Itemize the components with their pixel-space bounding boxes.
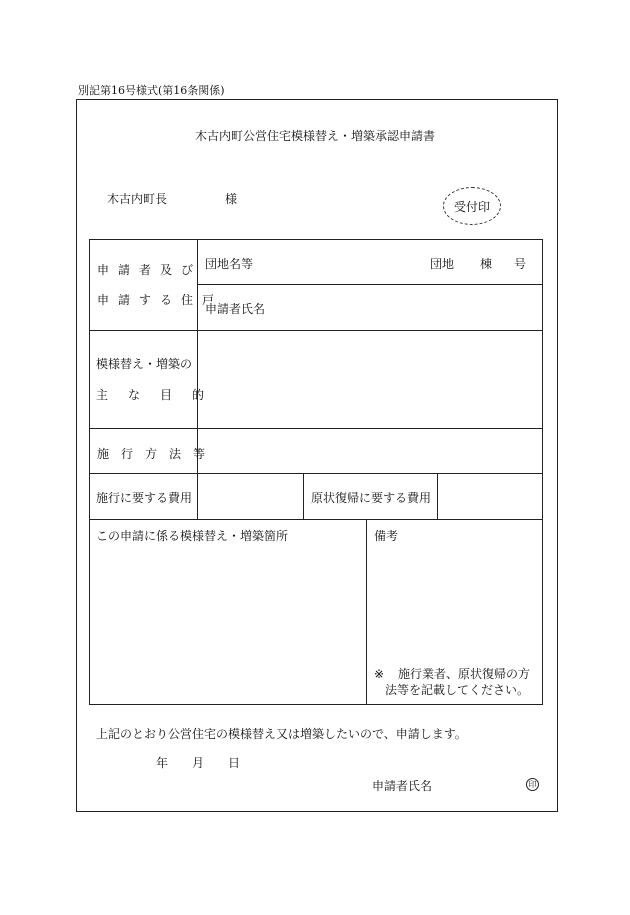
row-divider-complex xyxy=(197,284,543,285)
row-divider-purpose xyxy=(89,428,543,429)
seal-mark-glyph: 印 xyxy=(528,780,537,789)
note-mark: ※ xyxy=(374,667,385,681)
remarks-label: 備考 xyxy=(374,529,399,543)
location-label: この申請に係る模様替え・増築箇所 xyxy=(96,529,289,543)
application-table xyxy=(89,239,543,705)
receipt-stamp-label: 受付印 xyxy=(453,199,490,214)
complex-suffix-unit: 号 xyxy=(514,257,527,271)
date-year: 年 xyxy=(156,756,169,770)
date-day: 日 xyxy=(228,756,241,770)
page-title: 木古内町公営住宅模様替え・増築承認申請書 xyxy=(194,129,435,143)
col-divider-cost-2 xyxy=(437,473,438,519)
col-divider-cost-1 xyxy=(303,473,304,519)
form-number: 別記第16号様式(第16条関係) xyxy=(78,84,225,97)
complex-suffix-danchi: 団地 xyxy=(430,257,455,271)
applicant-header-line2: 申請する住戸 xyxy=(97,293,224,307)
purpose-header-line1: 模様替え・増築の xyxy=(96,357,193,371)
col-divider-remarks xyxy=(366,519,367,705)
date-month: 月 xyxy=(192,756,205,770)
purpose-header-line2: 主な目的 xyxy=(96,388,225,402)
cost-label: 施行に要する費用 xyxy=(96,491,193,505)
seal-mark xyxy=(526,778,539,791)
note-line1: 施行業者、原状復帰の方 xyxy=(398,667,531,681)
declaration-text: 上記のとおり公営住宅の模様替え又は増築したいので、申請します。 xyxy=(96,727,467,741)
col-divider-header xyxy=(197,239,198,519)
receipt-stamp xyxy=(443,187,501,225)
row-divider-applicant xyxy=(89,330,543,331)
addressee-honorific: 様 xyxy=(225,192,238,206)
applicant-name-label: 申請者氏名 xyxy=(205,302,266,316)
complex-suffix-building: 棟 xyxy=(480,257,493,271)
complex-label: 団地名等 xyxy=(205,257,254,271)
signature-label: 申請者氏名 xyxy=(372,779,433,793)
addressee-name: 木古内町長 xyxy=(107,192,168,206)
row-divider-cost xyxy=(89,519,543,520)
restore-cost-label: 原状復帰に要する費用 xyxy=(311,491,432,505)
note-line2: 法等を記載してください。 xyxy=(385,683,530,697)
row-divider-method xyxy=(89,473,543,474)
applicant-header-line1: 申請者及び xyxy=(97,263,203,277)
method-header: 施行方法等 xyxy=(97,447,218,461)
